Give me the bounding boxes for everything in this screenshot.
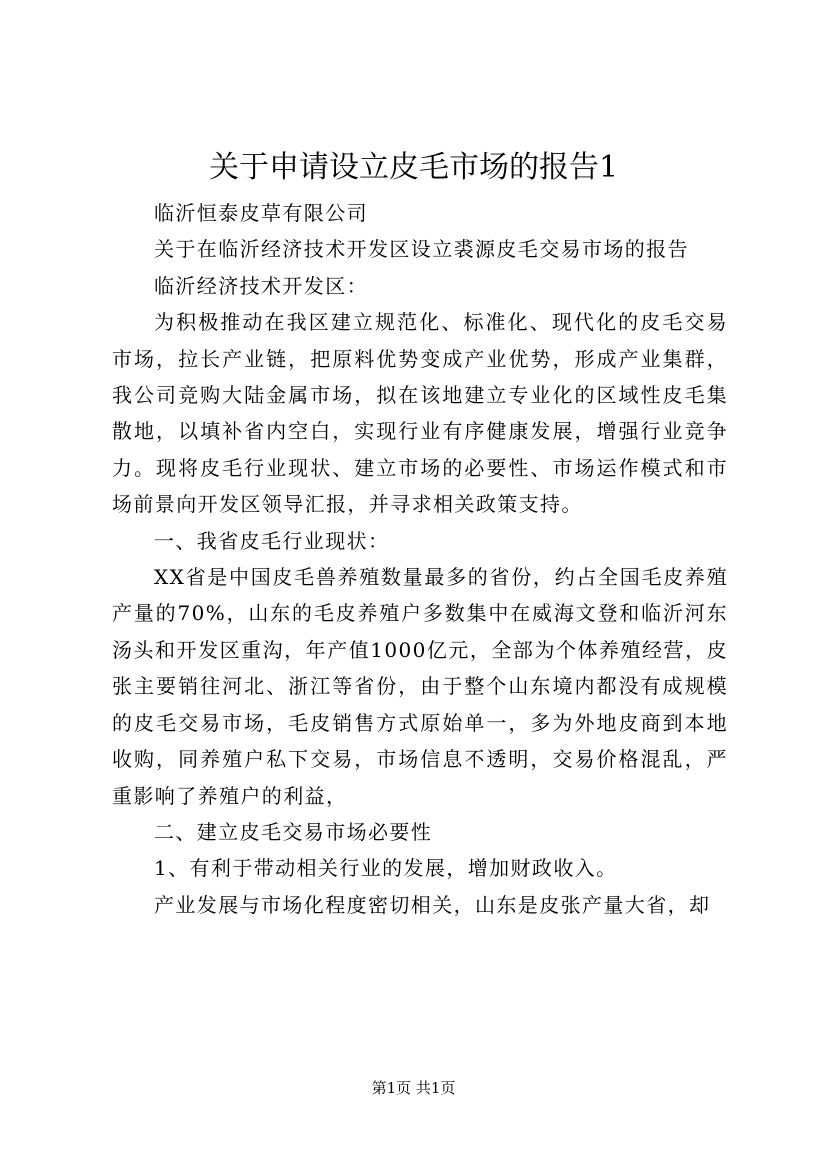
paragraph-addressee: 临沂经济技术开发区： — [154, 273, 368, 298]
page-footer: 第1页 共1页 — [371, 1079, 456, 1097]
section-heading-necessity: 二、建立皮毛交易市场必要性 — [154, 819, 433, 844]
document-body — [112, 195, 728, 923]
subheading-benefit-1: 1、有利于带动相关行业的发展，增加财政收入。 — [154, 856, 618, 881]
paragraph-benefit-1: 产业发展与市场化程度密切相关，山东是皮张产量大省，却 — [154, 892, 711, 917]
paragraph-industry-status: XX省是中国皮毛兽养殖数量最多的省份，约占全国毛皮养殖产量的70%，山东的毛皮养殖户多数集中在威海文登和临沂河东汤头和开发区重沟，年产值1000亿元，全部为个体养殖经营，皮张主要销往河北、浙江等省份，由于整个山东境内都没有成规模的皮毛交易市场，毛皮销售方式原始单一，多为外地皮商到本地收购，同养殖户私下交易，市场信息不透明，交易价格混乱，严重影响了养殖户的利益， — [112, 565, 728, 808]
paragraph-company-name: 临沂恒泰皮草有限公司 — [154, 201, 368, 225]
paragraph-report-subject: 关于在临沂经济技术开发区设立裘源皮毛交易市场的报告 — [154, 237, 689, 262]
paragraph-introduction: 为积极推动在我区建立规范化、标准化、现代化的皮毛交易市场，拉长产业链，把原料优势变成产业优势，形成产业集群，我公司竞购大陆金属市场，拟在该地建立专业化的区域性皮毛集散地，以填补省内空白，实现行业有序健康发展，增强行业竞争力。现将皮毛行业现状、建立市场的必要性、市场运作模式和市场前景向开发区领导汇报，并寻求相关政策支持。 — [112, 310, 728, 517]
section-heading-industry-status: 一、我省皮毛行业现状： — [154, 528, 390, 553]
document-title: 关于申请设立皮毛市场的报告1 — [208, 150, 619, 185]
